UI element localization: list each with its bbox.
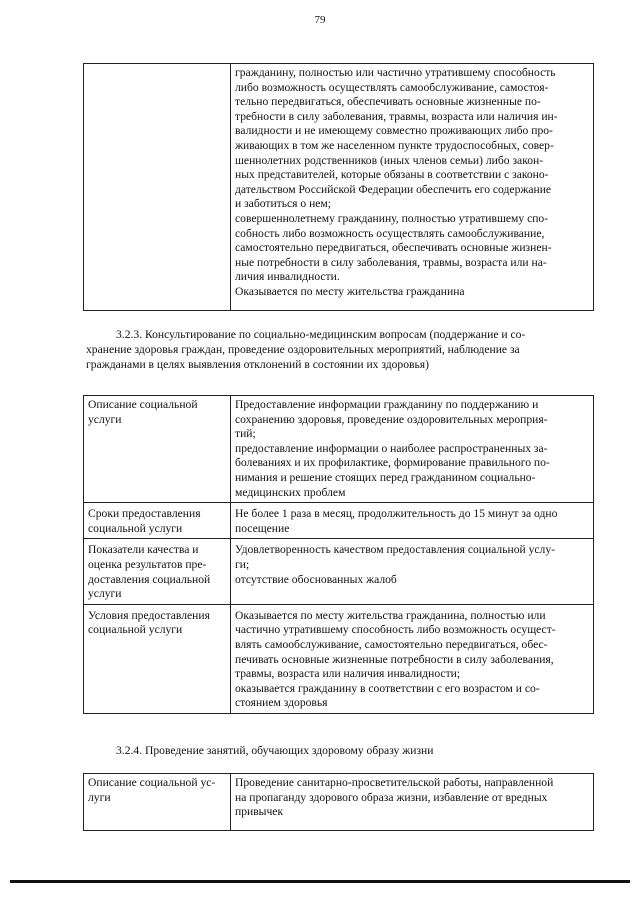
label-line: Сроки предоставления [88,507,201,521]
heading-line: 3.2.3. Консультирование по социально-медицинским вопросам (поддержание и со- [116,328,526,341]
text-line: ги; [235,557,250,571]
text-line: ных представителей, которые обязаны в соответствии с законо- [235,168,549,182]
label-cell [84,774,231,831]
text-line: посещение [235,521,290,535]
value-cell [231,503,594,539]
text-line: медицинских проблем [235,485,346,499]
label-cell [84,396,231,503]
label-line: доставления социальной [88,572,211,586]
value-cell [231,396,594,503]
label-line: луги [88,790,111,804]
label-line: услуги [88,412,122,426]
text-line: отсутствие обоснованных жалоб [235,572,397,586]
text-line: тельно передвигаться, обеспечивать основные жизненные по- [235,95,541,109]
text-line: гражданину, полностью или частично утратившему способность [235,66,556,79]
text-line: совершеннолетнему гражданину, полностью утратившему спо- [235,211,549,225]
text-line: Не более 1 раза в месяц, продолжительность до 15 минут за одно [235,507,558,521]
continuation-table [83,63,594,311]
value-cell [231,774,594,831]
text-line: ные потребности в силу заболевания, травмы, возраста или на- [235,255,547,269]
text-line: тий; [235,427,256,441]
section-3-2-3-heading [86,327,594,372]
text-line: Предоставление информации гражданину по поддержанию и [235,398,539,411]
service-3-2-4-table [83,773,594,831]
label-cell [84,539,231,604]
text-line: Оказывается по месту жительства гражданина [235,284,465,298]
label-line: услуги [88,587,122,601]
label-line: Показатели качества и [88,543,199,557]
heading-line: 3.2.4. Проведение занятий, обучающих здоровому образу жизни [116,744,434,757]
label-line: социальной услуги [88,521,183,535]
label-line: оценка результатов пре- [88,557,207,571]
text-line: стоянием здоровья [235,696,328,710]
text-line: нимания и решение стоящих перед гражданином социально- [235,470,536,484]
page-number: 79 [314,14,326,26]
value-cell [231,539,594,604]
text-line: болеваниях и их профилактике, формирование правильного по- [235,456,550,470]
text-line: собность либо возможность осуществлять самообслуживание, [235,226,545,240]
text-line: дательством Российской Федерации обеспечить его содержание [235,182,552,196]
text-line: на пропаганду здорового образа жизни, избавление от вредных [235,790,548,804]
text-line: привычек [235,805,284,819]
text-line: влять самообслуживание, самостоятельно передвигаться, обес- [235,637,548,651]
text-line: валидности и не имеющему совместно проживающих либо про- [235,124,553,138]
text-line: сохранению здоровья, проведение оздоровительных мероприя- [235,412,548,426]
text-line: либо возможность осуществлять самообслуживание, самостоя- [235,80,549,94]
service-3-2-3-table [83,395,594,714]
text-line: самостоятельно передвигаться, обеспечивать основные жизнен- [235,241,552,255]
text-line: Оказывается по месту жительства гражданина, полностью или [235,608,546,622]
label-line: Описание социальной [88,398,198,411]
text-line: и заботиться о нем; [235,197,331,211]
text-line: предоставление информации о наиболее распространенных за- [235,441,548,455]
heading-line: гражданами в целях выявления отклонений в состоянии их здоровья) [86,358,429,371]
heading-line: хранение здоровья граждан, проведение оздоровительных мероприятий, наблюдение за [86,343,520,356]
label-cell [84,503,231,539]
section-3-2-4-heading [116,743,594,758]
value-cell [231,604,594,713]
label-line: Условия предоставления [88,608,210,622]
bottom-scan-edge [10,880,630,883]
text-line: оказывается гражданину в соответствии с его возрастом и со- [235,681,540,695]
text-line: шеннолетних родственников (иных членов семьи) либо закон- [235,153,544,167]
label-line: Описание социальной ус- [88,776,216,789]
table-row [84,64,594,311]
table-row [84,774,594,831]
text-line: частично утратившему способность либо возможность осущест- [235,623,556,637]
label-cell [84,604,231,713]
text-line: травмы, возраста или наличия инвалидности; [235,667,461,681]
value-cell [231,64,594,311]
label-line: социальной услуги [88,623,183,637]
text-line: печивать основные жизненные потребности в силу заболевания, [235,652,554,666]
text-line: живающих в том же населенном пункте трудоспособных, совер- [235,138,554,152]
text-line: Удовлетворенность качеством предоставления социальной услу- [235,543,555,557]
text-line: Проведение санитарно-просветительской работы, направленной [235,776,554,789]
table-row [84,539,594,604]
text-line: требности в силу заболевания, травмы, возраста или наличия ин- [235,109,558,123]
text-line: личия инвалидности. [235,270,340,284]
table-row [84,396,594,503]
label-cell-empty [84,64,231,311]
table-row [84,503,594,539]
table-row [84,604,594,713]
